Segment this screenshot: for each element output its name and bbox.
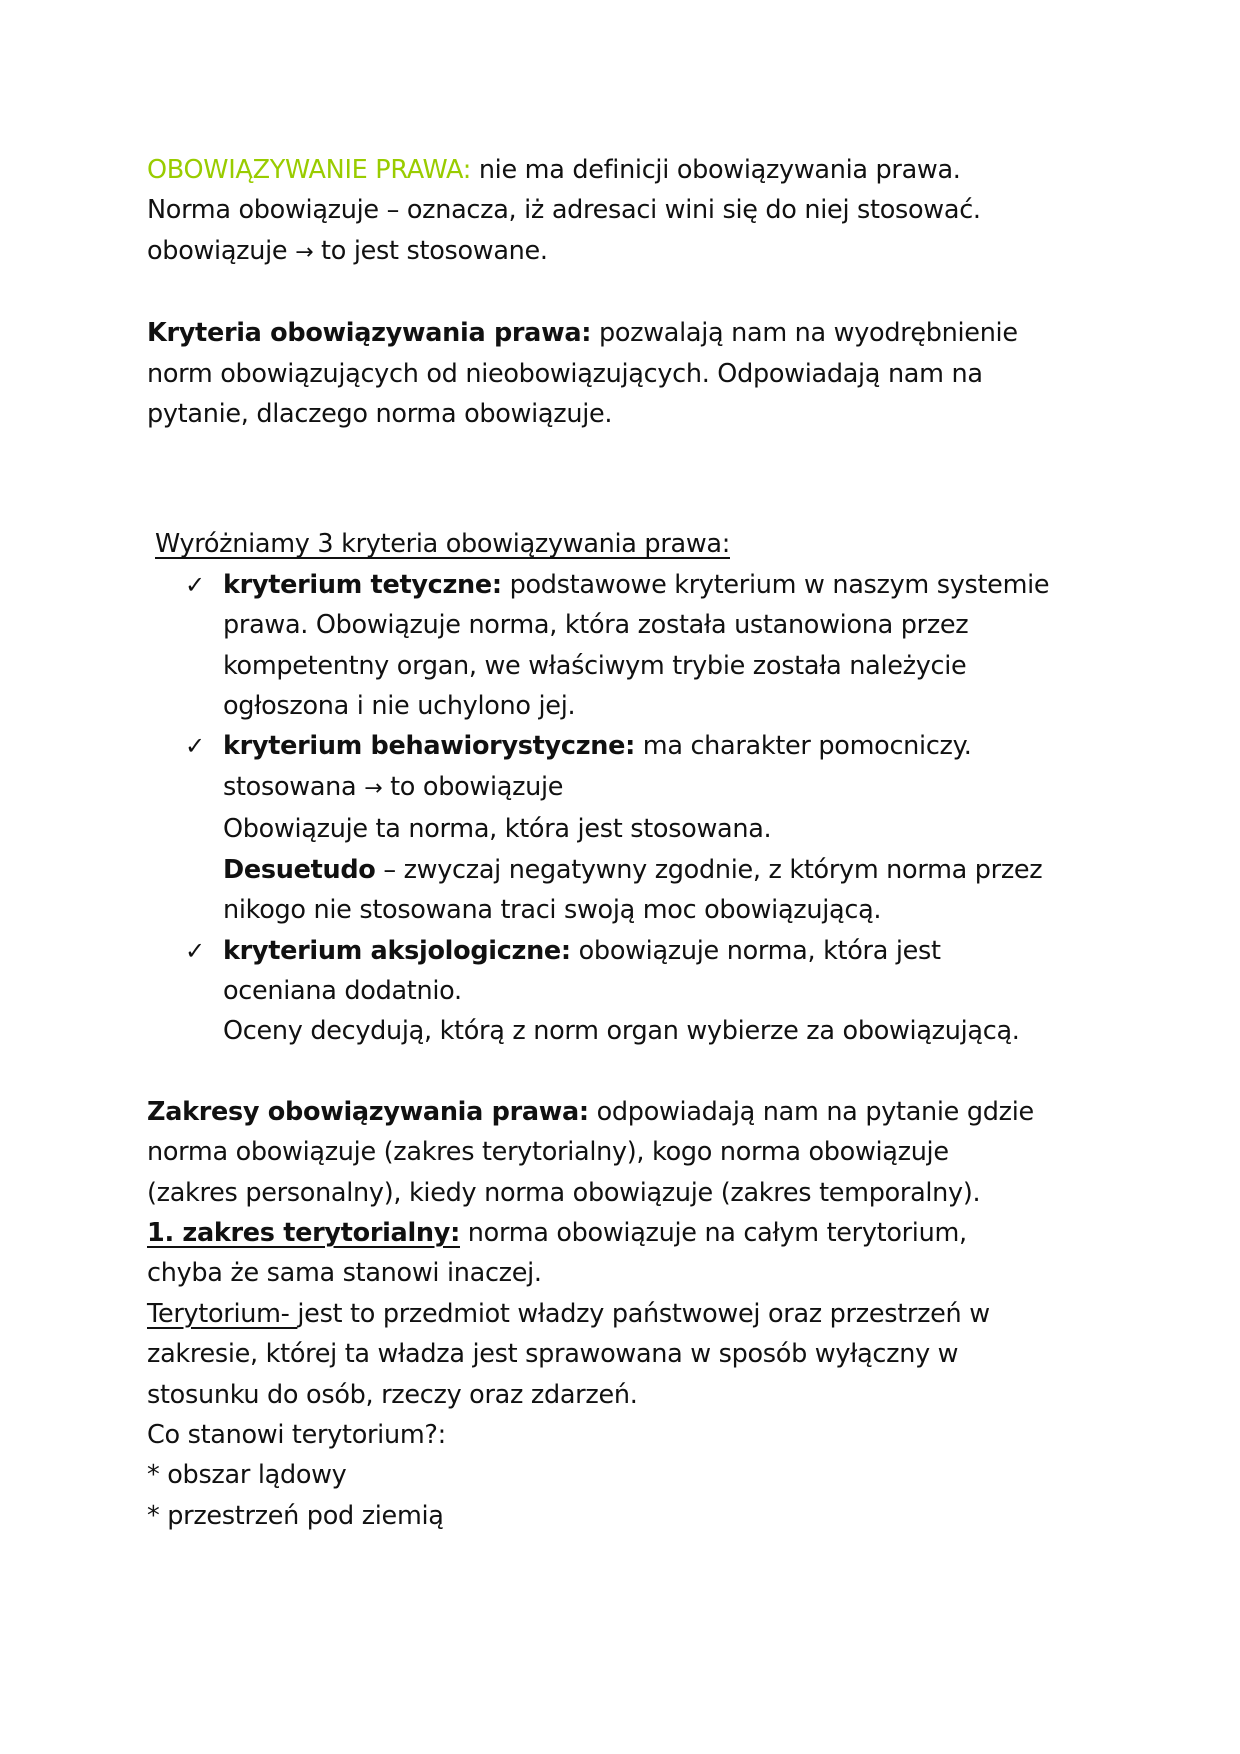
criteria-text: ogłoszona i nie uchylono jej. (223, 691, 576, 722)
point1-label: 1. zakres terytorialny: (147, 1217, 460, 1248)
criteria-text: Oceny decydują, którą z norm organ wybierze za obowiązującą. (223, 1016, 1020, 1047)
criteria-term: kryterium aksjologiczne: (223, 935, 571, 966)
section4-line1-rest: odpowiadają nam na pytanie gdzie (588, 1096, 1034, 1127)
criteria-text: oceniana dodatnio. (223, 975, 462, 1006)
section1-heading: OBOWIĄZYWANIE PRAWA: (147, 155, 472, 185)
criteria-item-tetyczne (147, 565, 1107, 727)
document-body (147, 150, 1107, 1536)
section2-line1 (147, 313, 1107, 353)
section4-heading: Zakresy obowiązywania prawa: (147, 1096, 589, 1127)
section1-line3 (147, 231, 1107, 273)
point1-line1 (147, 1213, 1107, 1253)
criteria-term: kryterium behawiorystyczne: (223, 731, 635, 762)
arrow-right-icon: → (364, 775, 383, 801)
section2-line2: norm obowiązujących od nieobowiązujących. Odpowiadają nam na (147, 358, 983, 389)
checkmark-icon: ✓ (185, 570, 205, 599)
territory-line1 (147, 1294, 1107, 1334)
criteria-text: kompetentny organ, we właściwym trybie została należycie (223, 650, 967, 681)
criteria-text: to obowiązuje (382, 771, 564, 802)
spacer (147, 1052, 1107, 1092)
criteria-list (147, 565, 1107, 1052)
section2-heading: Kryteria obowiązywania prawa: (147, 318, 592, 349)
criteria-text: prawa. Obowiązuje norma, która została ustanowiona przez (223, 610, 969, 641)
section1-line3-b: to jest stosowane. (313, 235, 548, 266)
criteria-text: obowiązuje norma, która jest (570, 935, 941, 966)
spacer (147, 273, 1107, 313)
list-item: * obszar lądowy (147, 1460, 347, 1491)
section4-line2: norma obowiązuje (zakres terytorialny), kogo norma obowiązuje (147, 1137, 949, 1168)
criteria-text: stosowana (223, 771, 365, 802)
territory-line3: stosunku do osób, rzeczy oraz zdarzeń. (147, 1379, 638, 1410)
section1-text: nie ma definicji obowiązywania prawa. (471, 155, 961, 185)
criteria-text: Obowiązuje ta norma, która jest stosowana. (223, 814, 772, 845)
section4-line3: (zakres personalny), kiedy norma obowiązuje (zakres temporalny). (147, 1177, 981, 1208)
section1-line3-a: obowiązuje (147, 235, 296, 266)
section2-line3: pytanie, dlaczego norma obowiązuje. (147, 399, 613, 430)
list-item: * przestrzeń pod ziemią (147, 1500, 444, 1531)
criteria-term: kryterium tetyczne: (223, 569, 502, 600)
criteria-intro (147, 524, 1107, 564)
section2-line1-rest: pozwalają nam na wyodrębnienie (591, 318, 1018, 349)
territory-line2: zakresie, której ta władza jest sprawowana w sposób wyłączny w (147, 1339, 959, 1370)
spacer (147, 434, 1107, 524)
criteria-text: nikogo nie stosowana traci swoją moc obowiązującą. (223, 895, 882, 926)
checkmark-icon: ✓ (185, 732, 205, 761)
section4-line1 (147, 1092, 1107, 1132)
desuetudo-term: Desuetudo (223, 854, 376, 885)
point1-line2: chyba że sama stanowi inaczej. (147, 1258, 542, 1289)
section1-line2: Norma obowiązuje – oznacza, iż adresaci wini się do niej stosować. (147, 195, 981, 226)
territory-question: Co stanowi terytorium?: (147, 1419, 446, 1450)
criteria-text: ma charakter pomocniczy. (634, 731, 972, 762)
arrow-right-icon: → (295, 239, 314, 265)
checkmark-icon: ✓ (185, 936, 205, 965)
territory-label: Terytorium- (147, 1298, 298, 1329)
criteria-intro-text: Wyróżniamy 3 kryteria obowiązywania prawa: (155, 529, 730, 560)
point1-rest: norma obowiązuje na całym terytorium, (459, 1217, 967, 1248)
criteria-text: – zwyczaj negatywny zgodnie, z którym norma przez (375, 854, 1043, 885)
section1-line1 (147, 150, 1107, 190)
criteria-item-aksjologiczne (147, 931, 1107, 1052)
territory-rest: jest to przedmiot władzy państwowej oraz przestrzeń w (297, 1298, 990, 1329)
criteria-text: podstawowe kryterium w naszym systemie (501, 569, 1050, 600)
criteria-item-behawiorystyczne (147, 726, 1107, 930)
